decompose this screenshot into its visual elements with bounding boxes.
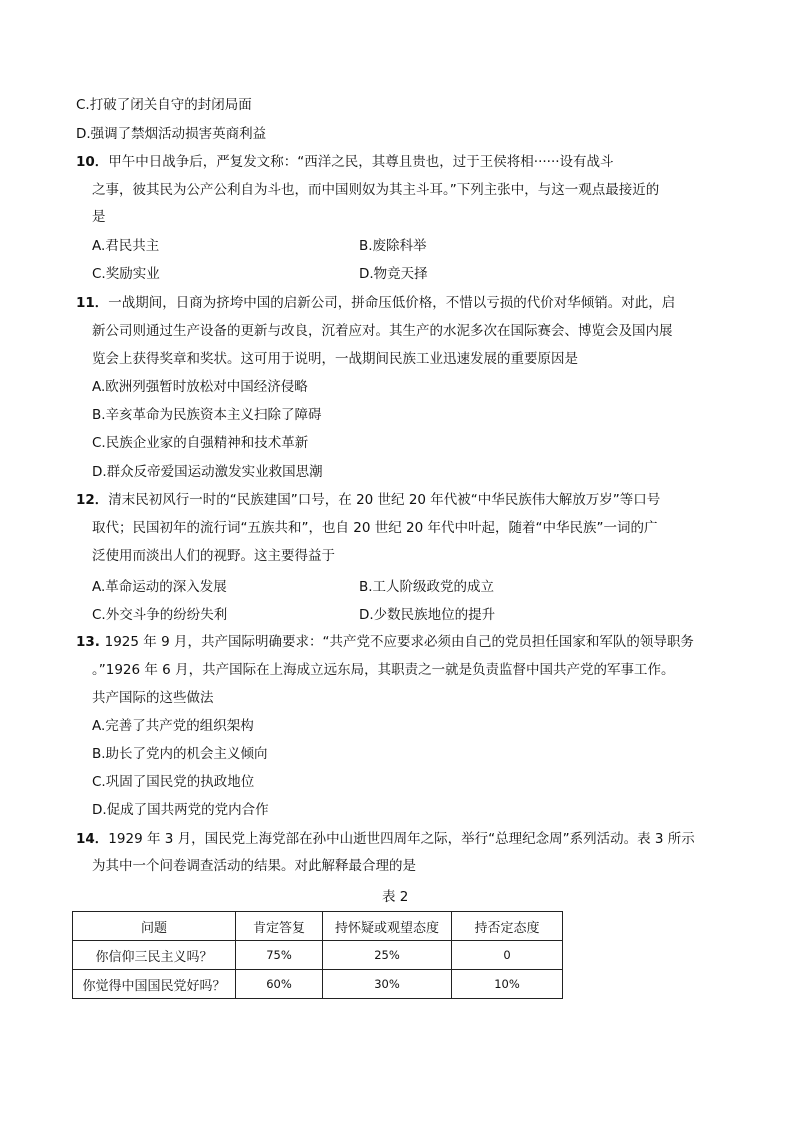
- table-cell: 30%: [323, 970, 452, 999]
- q12-option-c: C.外交斗争的纷纷失利: [92, 607, 228, 623]
- table-cell: 0: [452, 941, 563, 970]
- q13-text-1: 1925 年 9 月，共产国际明确要求：“共产党不应要求必须由自己的党员担任国家和军队的领导职务: [104, 634, 694, 650]
- q14-number: 14．: [76, 831, 109, 847]
- q12-number: 12．: [76, 492, 109, 508]
- q11-option-a: A.欧洲列强暂时放松对中国经济侵略: [92, 379, 308, 395]
- q10-option-d: D.物竞天择: [359, 266, 428, 282]
- table-header-cell: 持否定态度: [452, 912, 563, 941]
- q14-line-2: 为其中一个问卷调查活动的结果。对此解释最合理的是: [92, 858, 416, 874]
- q9-option-c: C.打破了闭关自守的封闭局面: [76, 97, 252, 113]
- table-row: [73, 941, 563, 970]
- q12-text-1: 清末民初风行一时的“民族建国”口号，在 20 世纪 20 年代被“中华民族伟大解放万岁”等口号: [108, 492, 661, 508]
- q11-option-c: C.民族企业家的自强精神和技术革新: [92, 435, 309, 451]
- q10-number: 10．: [76, 154, 109, 170]
- q13-option-c: C.巩固了国民党的执政地位: [92, 774, 255, 790]
- q11-line-1: [76, 294, 675, 312]
- q9-option-d: D.强调了禁烟活动损害英商利益: [76, 126, 267, 142]
- table-cell: 10%: [452, 970, 563, 999]
- q11-line-2: 新公司则通过生产设备的更新与改良，沉着应对。其生产的水泥多次在国际赛会、博览会及国内展: [92, 323, 673, 339]
- q13-option-a: A.完善了共产党的组织架构: [92, 718, 254, 734]
- q12-option-d: D.少数民族地位的提升: [359, 607, 496, 623]
- table-header-cell: 肯定答复: [236, 912, 323, 941]
- table-header-cell: 持怀疑或观望态度: [323, 912, 452, 941]
- q12-option-b: B.工人阶级政党的成立: [359, 579, 495, 595]
- table-caption: 表 2: [382, 889, 409, 905]
- q13-option-b: B.助长了党内的机会主义倾向: [92, 746, 268, 762]
- table-row: [73, 970, 563, 999]
- q13-number: 13.: [76, 634, 105, 650]
- q14-line-1: [76, 830, 695, 848]
- q14-text-1: 1929 年 3 月，国民党上海党部在孙中山逝世四周年之际，举行“总理纪念周”系列活动。表 3 所示: [108, 831, 695, 847]
- q11-text-1: 一战期间，日商为挤垮中国的启新公司，拼命压低价格，不惜以亏损的代价对华倾销。对此，启: [108, 295, 676, 311]
- q11-line-3: 览会上获得奖章和奖状。这可用于说明，一战期间民族工业迅速发展的重要原因是: [92, 351, 578, 367]
- survey-table: [72, 911, 563, 999]
- q11-number: 11．: [76, 295, 109, 311]
- q12-option-a: A.革命运动的深入发展: [92, 579, 227, 595]
- q11-option-b: B.辛亥革命为民族资本主义扫除了障碍: [92, 407, 322, 423]
- q13-line-1: [76, 633, 694, 651]
- table-header-cell: 问题: [73, 912, 236, 941]
- q12-line-1: [76, 491, 660, 509]
- q10-line-2: 之事，彼其民为公产公利自为斗也，而中国则奴为其主斗耳。”下列主张中，与这一观点最接近的: [92, 182, 660, 198]
- q13-line-3: 共产国际的这些做法: [92, 690, 214, 706]
- table-cell: 25%: [323, 941, 452, 970]
- q12-line-2: 取代；民国初年的流行词“五族共和”，也自 20 世纪 20 年代中叶起，随着“中华民族”一词的广: [92, 520, 658, 536]
- q13-option-d: D.促成了国共两党的党内合作: [92, 802, 269, 818]
- table-cell: 60%: [236, 970, 323, 999]
- q10-option-b: B.废除科举: [359, 238, 427, 254]
- q10-text-1: 甲午中日战争后，严复发文称：“西洋之民，其尊且贵也，过于王侯将相······设有战斗: [108, 154, 614, 170]
- q11-option-d: D.群众反帝爱国运动激发实业救国思潮: [92, 464, 323, 480]
- table-cell: 你信仰三民主义吗？: [73, 941, 236, 970]
- q10-line-3: 是: [92, 209, 106, 225]
- q12-line-3: 泛使用而淡出人们的视野。这主要得益于: [92, 548, 335, 564]
- q10-line-1: [76, 153, 614, 171]
- table-header-row: [73, 912, 563, 941]
- table-cell: 你觉得中国国民党好吗？: [73, 970, 236, 999]
- q10-option-a: A.君民共主: [92, 238, 160, 254]
- q10-option-c: C.奖励实业: [92, 266, 160, 282]
- q13-line-2: 。”1926 年 6 月，共产国际在上海成立远东局，其职责之一就是负责监督中国共产党的军事工作。: [92, 662, 675, 678]
- table-cell: 75%: [236, 941, 323, 970]
